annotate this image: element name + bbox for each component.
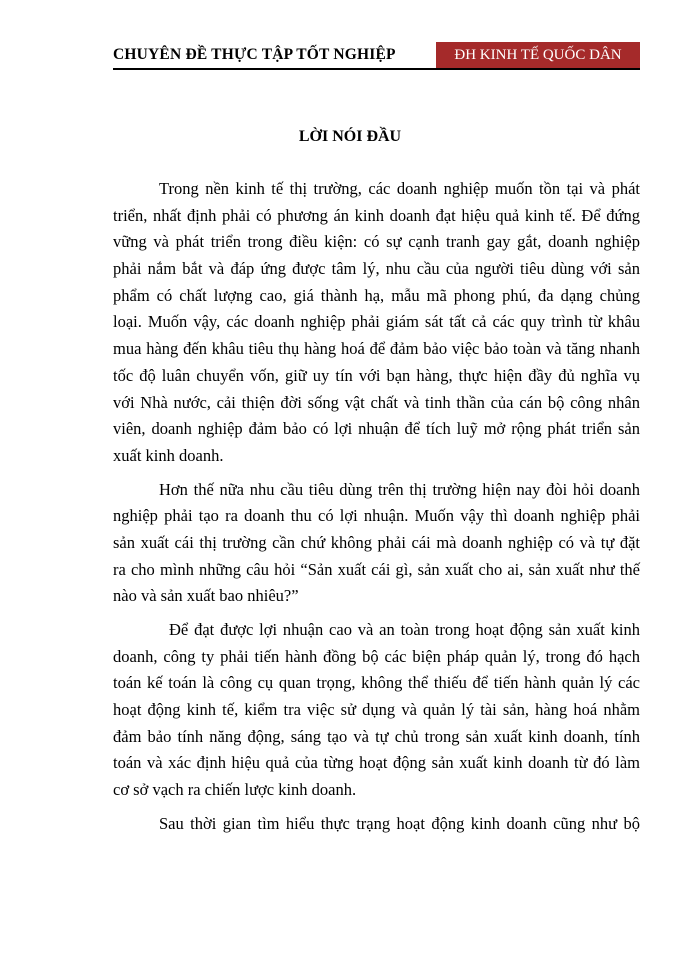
text-line: phải nắm bắt và đáp ứng được tâm lý, nhu cầu của người tiêu dùng với sản <box>113 259 640 279</box>
text-line: tốc độ luân chuyển vốn, giữ uy tín với bạn hàng, thực hiện đầy đủ nghĩa vụ <box>113 365 640 385</box>
text-line: nào và sản xuất bao nhiêu?” <box>113 586 299 606</box>
text-line: triển, nhất định phải có phương án kinh doanh đạt hiệu quả kinh tế. Để đứng <box>113 205 640 225</box>
paragraph <box>113 617 640 804</box>
text-line: cơ sở vạch ra chiến lược kinh doanh. <box>113 780 357 800</box>
text-line: với Nhà nước, cải thiện đời sống vật chất và tinh thần của cán bộ công nhân <box>113 392 640 412</box>
paragraph <box>113 477 640 610</box>
paragraph <box>113 176 640 470</box>
text-line: mua hàng đến khâu tiêu thụ hàng hoá để đảm bảo việc bảo toàn và tăng nhanh <box>113 339 640 359</box>
text-line: toán kế toán là công cụ quan trọng, không thể thiếu để tiến hành quản lý các <box>113 673 640 693</box>
text-line: toán và xác định hiệu quả của từng hoạt động sản xuất kinh doanh từ đó làm <box>113 753 640 773</box>
document-body <box>113 176 640 838</box>
text-line: loại. Muốn vậy, các doanh nghiệp phải giám sát tất cả các quy trình từ khâu <box>113 312 640 332</box>
text-line: Sau thời gian tìm hiểu thực trạng hoạt động kinh doanh cũng như bộ <box>159 813 640 833</box>
text-line: hoạt động kinh tế, kiểm tra việc sử dụng và quản lý tài sản, hàng hoá nhằm <box>113 700 640 720</box>
header-thesis-title: CHUYÊN ĐỀ THỰC TẬP TỐT NGHIỆP <box>113 46 396 63</box>
text-line: đảm bảo tính năng động, sáng tạo và tự chủ trong sản xuất kinh doanh, tính <box>113 726 640 746</box>
paragraph <box>113 811 640 838</box>
text-line: ra cho mình những câu hỏi “Sản xuất cái gì, sản xuất cho ai, sản xuất như thế <box>113 559 640 579</box>
text-line: xuất kinh doanh. <box>113 445 224 465</box>
text-line: Để đạt được lợi nhuận cao và an toàn trong hoạt động sản xuất kinh <box>169 620 640 639</box>
text-line: viên, doanh nghiệp đảm bảo có lợi nhuận để tích luỹ mở rộng phát triển sản <box>113 419 640 439</box>
text-line: sản xuất cái thị trường cần chứ không phải cái mà doanh nghiệp có và tự đặt <box>113 532 640 552</box>
text-line: Hơn thế nữa nhu cầu tiêu dùng trên thị trường hiện nay đòi hỏi doanh <box>159 479 640 499</box>
text-line: doanh, công ty phải tiến hành đồng bộ các biện pháp quản lý, trong đó hạch <box>113 646 640 666</box>
text-line: phẩm có chất lượng cao, giá thành hạ, mẫu mã phong phú, đa dạng chủng <box>113 285 640 305</box>
page-header <box>113 42 640 68</box>
text-line: nghiệp phải tạo ra doanh thu có lợi nhuận. Muốn vậy thì doanh nghiệp phải <box>113 506 640 526</box>
document-title: LỜI NÓI ĐẦU <box>298 128 402 145</box>
text-line: vững và phát triển trong điều kiện: có sự cạnh tranh gay gắt, doanh nghiệp <box>113 232 640 252</box>
header-divider <box>113 68 640 70</box>
text-line: Trong nền kinh tế thị trường, các doanh nghiệp muốn tồn tại và phát <box>159 179 640 198</box>
header-university-badge: ĐH KINH TẾ QUỐC DÂN <box>436 42 640 68</box>
